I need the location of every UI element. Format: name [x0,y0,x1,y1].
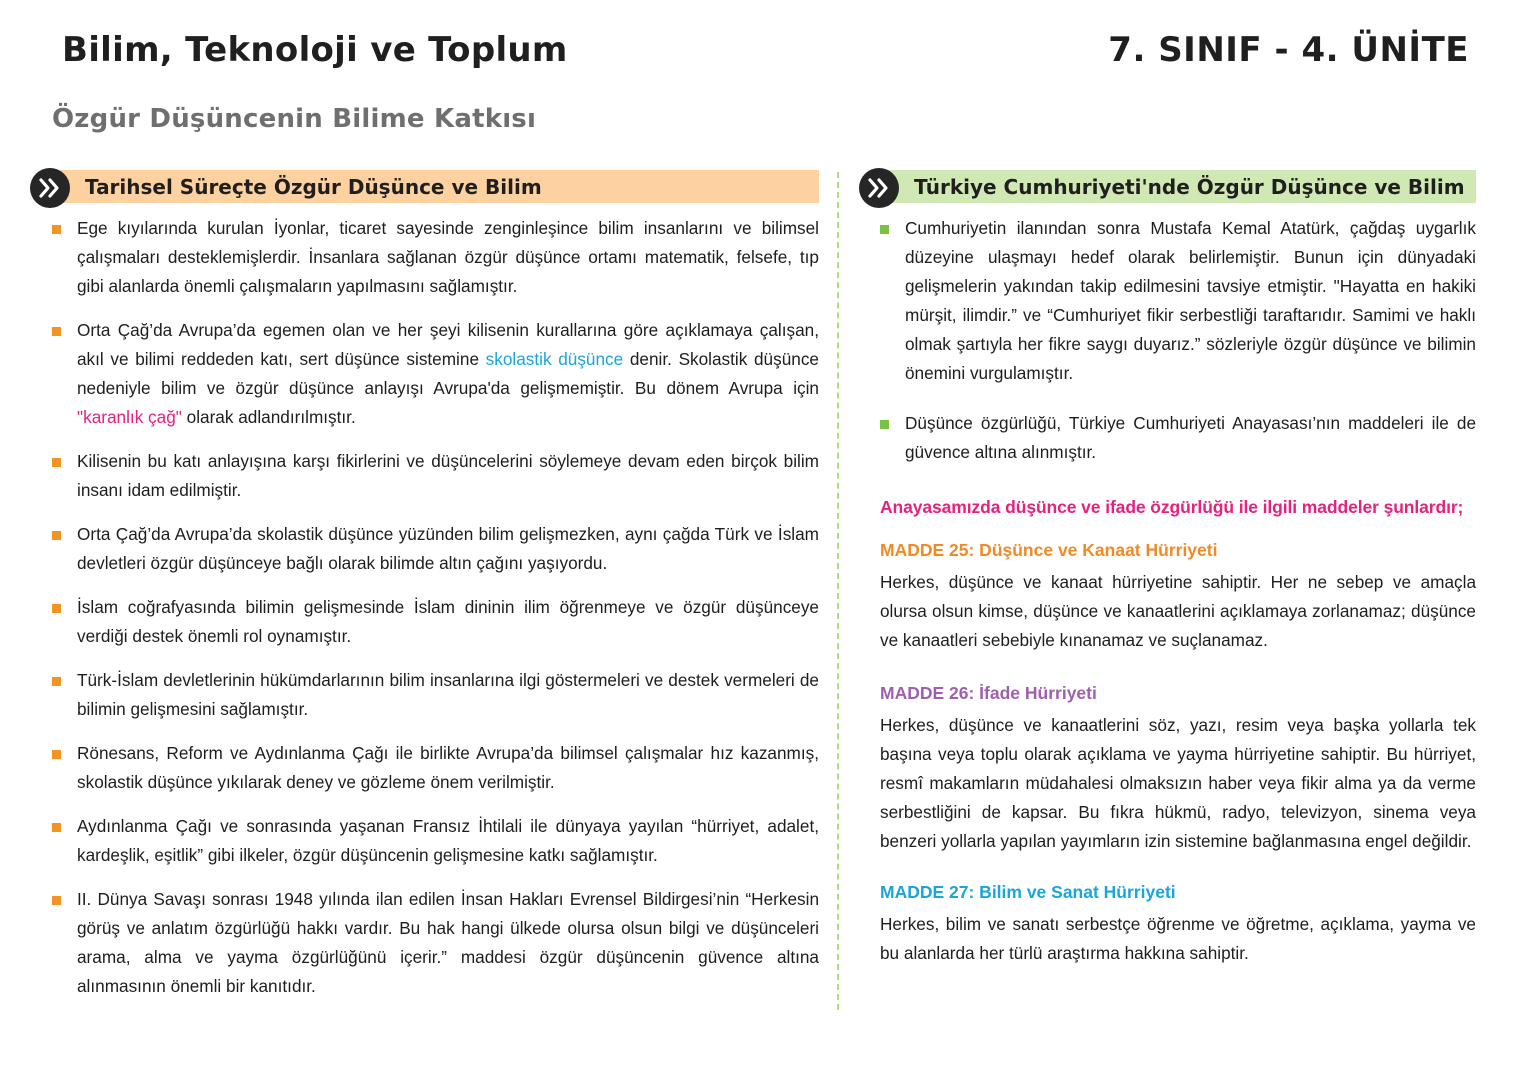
left-bullet-list [30,214,819,1001]
grade-unit-label: 7. SINIF - 4. ÜNİTE [1108,30,1469,70]
left-section-header [30,168,819,206]
double-chevron-right-icon [859,168,899,208]
book-title: Bilim, Teknoloji ve Toplum [62,30,568,70]
article-25-text: Herkes, düşünce ve kanaat hürriyetine sahiptir. Her ne sebep ve amaçla olursa olsun kimse, düşünce ve kanaatlerini açıklamaya zorlanamaz; düşünce ve kanaatleri sebebiyle kınanamaz ve suçlanamaz. [880,572,1476,650]
term-highlight: skolastik düşünce [485,349,624,369]
term-highlight: "karanlık çağ" [77,407,182,427]
page-title: Özgür Düşüncenin Bilime Katkısı [52,104,537,134]
bullet-square-icon [52,531,61,540]
list-item: Orta Çağ’da Avrupa’da egemen olan ve her şeyi kilisenin kurallarına göre açıklamaya çalışan, akıl ve bilimi reddeden katı, sert düşünce sistemine skolastik düşünce denir. Skolastik düşünce nedeniyle bilim ve özgür düşünce anlayışı Avrupa'da gelişmemiştir. Bu dönem Avrupa için "karanlık çağ" olarak adlandırılmıştır. [30,316,819,432]
list-item: Aydınlanma Çağı ve sonrasında yaşanan Fransız İhtilali ile dünyaya yayılan “hürriyet, adalet, kardeşlik, eşitlik” gibi ilkeler, özgür düşüncenin gelişmesine katkı sağlamıştır. [30,812,819,870]
bullet-square-icon [52,225,61,234]
list-item: Düşünce özgürlüğü, Türkiye Cumhuriyeti Anayasası’nın maddeleri ile de güvence altına alınmıştır. [859,409,1476,467]
bullet-square-icon [52,823,61,832]
list-item: Rönesans, Reform ve Aydınlanma Çağı ile birlikte Avrupa’da bilimsel çalışmalar hız kazanmış, skolastik düşünce yıkılarak deney ve gözleme önem verilmiştir. [30,739,819,797]
article-27-title: MADDE 27: Bilim ve Sanat Hürriyeti [880,882,1176,902]
right-section-header [859,168,1476,206]
article-26-text: Herkes, düşünce ve kanaatlerini söz, yazı, resim veya başka yollarla tek başına veya toplu olarak açıklama ve yayma hürriyetine sahiptir. Bu hürriyet, resmî makamların müdahalesi olmaksızın haber veya fikir alma ya da verme serbestliğini de kapsar. Bu fıkra hükmü, radyo, televizyon, sinema veya benzeri yollarla yapılan yayımların izin sistemine bağlanmasına engel değildir. [880,715,1476,851]
articles-intro: Anayasamızda düşünce ve ifade özgürlüğü ile ilgili maddeler şunlardır; [880,497,1464,517]
list-item: Türk-İslam devletlerinin hükümdarlarının bilim insanlarına ilgi göstermeleri ve destek vermeleri de bilimin gelişmesini sağlamıştır. [30,666,819,724]
article-27-text: Herkes, bilim ve sanatı serbestçe öğrenme ve öğretme, açıklama, yayma ve bu alanlarda her türlü araştırma hakkına sahiptir. [880,914,1476,963]
article-26-title: MADDE 26: İfade Hürriyeti [880,683,1097,703]
bullet-square-icon [52,677,61,686]
constitution-articles [859,497,1476,968]
bullet-square-icon [880,225,889,234]
right-bullet-list [859,214,1476,467]
article-25-title: MADDE 25: Düşünce ve Kanaat Hürriyeti [880,540,1218,560]
bullet-square-icon [52,327,61,336]
bullet-square-icon [880,420,889,429]
list-item: Kilisenin bu katı anlayışına karşı fikirlerini ve düşüncelerini söylemeye devam eden birçok bilim insanı idam edilmiştir. [30,447,819,505]
right-section-title: Türkiye Cumhuriyeti'nde Özgür Düşünce ve Bilim [877,170,1476,203]
left-section-title: Tarihsel Süreçte Özgür Düşünce ve Bilim [48,170,819,203]
right-column [859,168,1476,968]
bullet-square-icon [52,604,61,613]
bullet-square-icon [52,458,61,467]
list-item: İslam coğrafyasında bilimin gelişmesinde İslam dininin ilim öğrenmeye ve özgür düşünceye verdiği destek önemli rol oynamıştır. [30,593,819,651]
left-column [30,168,819,1016]
list-item: Cumhuriyetin ilanından sonra Mustafa Kemal Atatürk, çağdaş uygarlık düzeyine ulaşmayı hedef olarak belirlemiştir. Bunun için dünyadaki gelişmelerin yakından takip edilmesini tavsiye etmiştir. "Hayatta en hakiki mürşit, ilimdir.” ve “Cumhuriyet fikir serbestliği taraftarıdır. Samimi ve haklı olmak şartıyla her fikre saygı duyarız.” sözleriyle özgür düşünce ve bilimin önemini vurgulamıştır. [859,214,1476,388]
list-item: Orta Çağ’da Avrupa’da skolastik düşünce yüzünden bilim gelişmezken, aynı çağda Türk ve İslam devletleri özgür düşünceye bağlı olarak bilimde altın çağını yaşıyordu. [30,520,819,578]
bullet-square-icon [52,896,61,905]
list-item: II. Dünya Savaşı sonrası 1948 yılında ilan edilen İnsan Hakları Evrensel Bildirgesi’nin “Herkesin görüş ve anlatım özgürlüğü hakkı vardır. Bu hak hangi ülkede olursa olsun bilgi ve düşünceleri arama, alma ve yayma özgürlüğünü içerir.” maddesi özgür düşüncenin güvence altına alınmasının önemli bir kanıtıdır. [30,885,819,1001]
column-divider [837,172,839,1010]
double-chevron-right-icon [30,168,70,208]
bullet-square-icon [52,750,61,759]
list-item: Ege kıyılarında kurulan İyonlar, ticaret sayesinde zenginleşince bilim insanlarını ve bilimsel çalışmaları desteklemişlerdir. İnsanlara sağlanan özgür düşünce ortamı matematik, felsefe, tıp gibi alanlarda önemli çalışmaların yapılmasını sağlamıştır. [30,214,819,301]
